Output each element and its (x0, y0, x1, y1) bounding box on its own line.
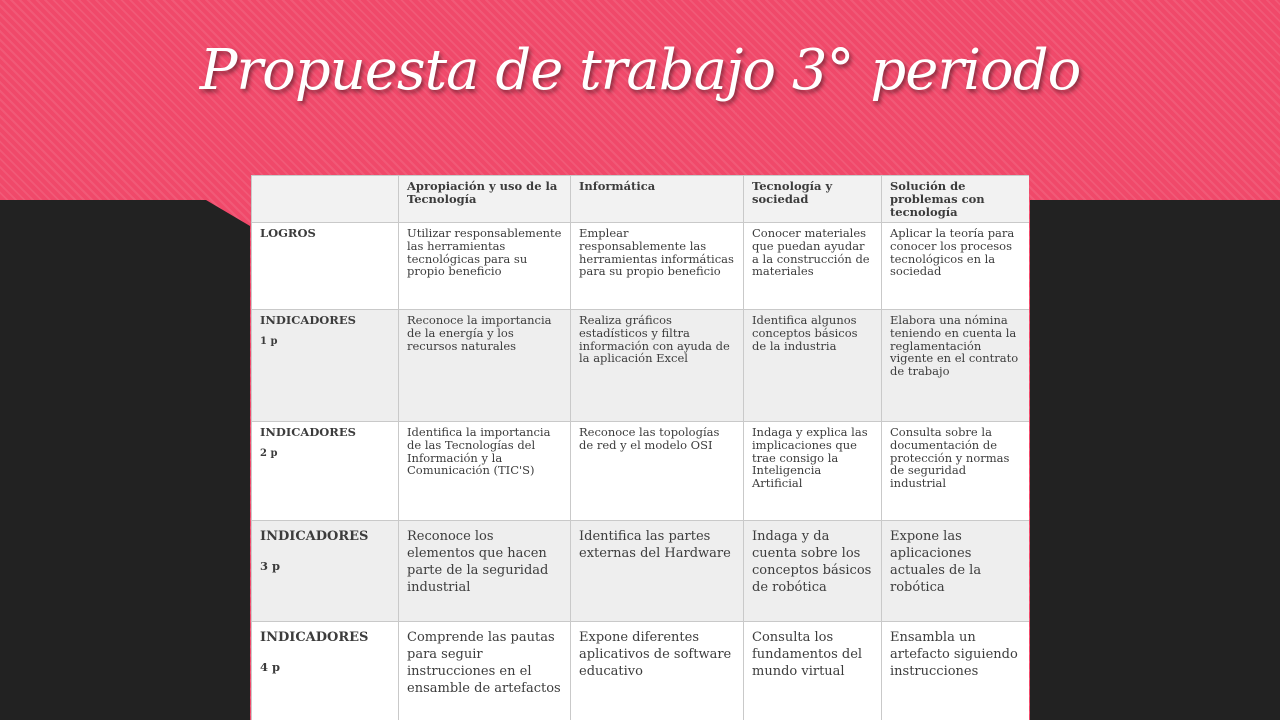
table-cell: Consulta los fundamentos del mundo virtual (744, 622, 882, 720)
row-label (252, 521, 399, 622)
slide-title: Propuesta de trabajo 3° periodo (199, 38, 1081, 103)
table-cell: Indaga y explica las implicaciones que trae consigo la Inteligencia Artificial (744, 422, 882, 521)
table-cell: Comprende las pautas para seguir instrucciones en el ensamble de artefactos (399, 622, 571, 720)
header-tecnologia-sociedad: Tecnología y sociedad (744, 176, 882, 223)
plan-table-image (251, 175, 1029, 720)
table-cell: Conocer materiales que puedan ayudar a la construcción de materiales (744, 223, 882, 310)
row-label-text: INDICADORES (260, 529, 369, 544)
row-label (252, 422, 399, 521)
table-row-indicadores-2p (252, 422, 1030, 521)
row-label-text: INDICADORES (260, 425, 356, 439)
table-cell: Reconoce la importancia de la energía y los recursos naturales (399, 310, 571, 422)
table-cell: Elabora una nómina teniendo en cuenta la reglamentación vigente en el contrato de trabajo (882, 310, 1030, 422)
plan-table (251, 175, 1029, 720)
table-row-indicadores-3p (252, 521, 1030, 622)
row-label (252, 223, 399, 310)
table-row-logros (252, 223, 1030, 310)
row-label (252, 310, 399, 422)
table-cell: Emplear responsablemente las herramientas informáticas para su propio beneficio (571, 223, 744, 310)
row-label-text: INDICADORES (260, 313, 356, 327)
table-cell: Identifica las partes externas del Hardware (571, 521, 744, 622)
row-period: 3 p (260, 559, 281, 573)
table-cell: Consulta sobre la documentación de protección y normas de seguridad industrial (882, 422, 1030, 521)
row-label-text: LOGROS (260, 226, 316, 240)
table-cell: Reconoce los elementos que hacen parte de la seguridad industrial (399, 521, 571, 622)
table-cell: Expone diferentes aplicativos de software educativo (571, 622, 744, 720)
table-cell: Ensambla un artefacto siguiendo instrucciones (882, 622, 1030, 720)
table-cell: Expone las aplicaciones actuales de la robótica (882, 521, 1030, 622)
header-empty-cell (252, 176, 399, 223)
row-label-text: INDICADORES (260, 630, 369, 645)
table-cell: Identifica la importancia de las Tecnologías del Información y la Comunicación (TIC'S) (399, 422, 571, 521)
table-cell: Realiza gráficos estadísticos y filtra información con ayuda de la aplicación Excel (571, 310, 744, 422)
header-solucion-problemas: Solución de problemas con tecnología (882, 176, 1030, 223)
table-row-indicadores-1p (252, 310, 1030, 422)
table-cell: Aplicar la teoría para conocer los procesos tecnológicos en la sociedad (882, 223, 1030, 310)
table-cell: Identifica algunos conceptos básicos de la industria (744, 310, 882, 422)
table-cell: Indaga y da cuenta sobre los conceptos básicos de robótica (744, 521, 882, 622)
row-label (252, 622, 399, 720)
table-row-indicadores-4p (252, 622, 1030, 720)
table-cell: Reconoce las topologías de red y el modelo OSI (571, 422, 744, 521)
header-apropiacion: Apropiación y uso de la Tecnología (399, 176, 571, 223)
table-cell: Utilizar responsablemente las herramientas tecnológicas para su propio beneficio (399, 223, 571, 310)
row-period: 4 p (260, 660, 281, 674)
row-period: 2 p (260, 447, 278, 459)
row-period: 1 p (260, 335, 278, 347)
header-informatica: Informática (571, 176, 744, 223)
